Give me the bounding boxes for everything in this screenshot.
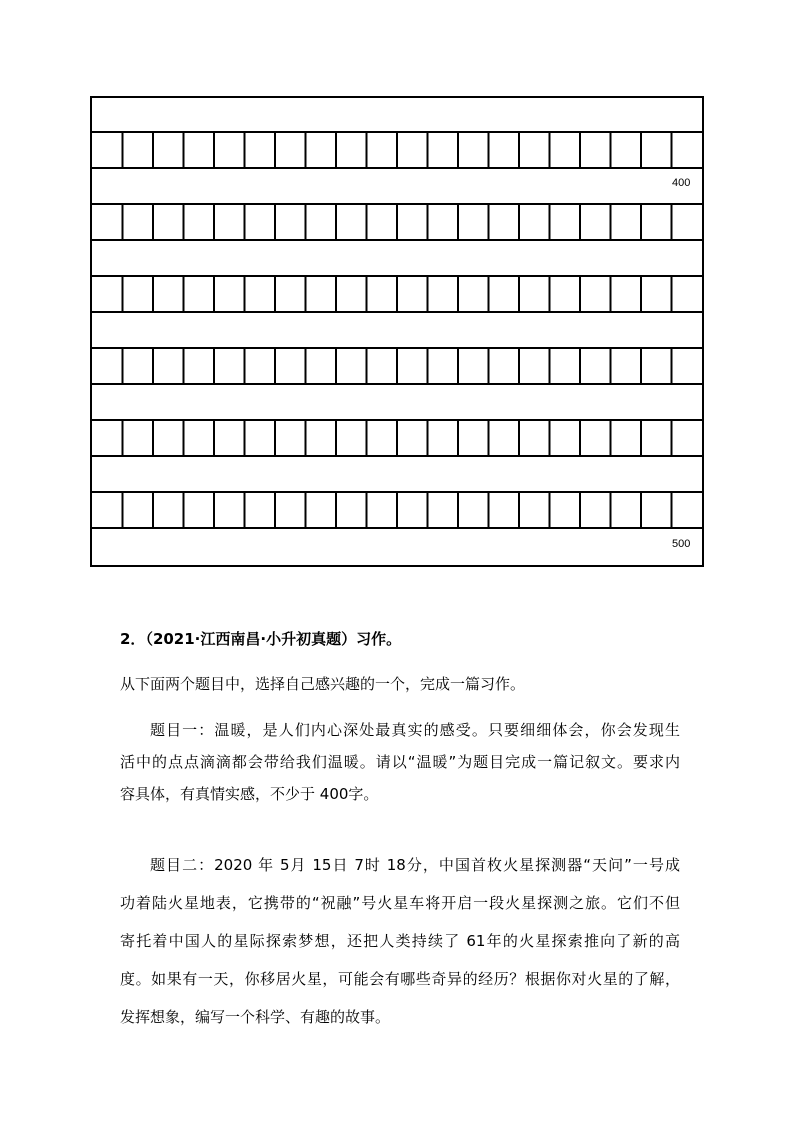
question-number: 2． bbox=[120, 630, 146, 648]
topic-one-line: 题目一：温暖，是人们内心深处最真实的感受。只要细细体会，你会发现生 bbox=[150, 721, 680, 739]
topic-one-line: 活中的点点滴滴都会带给我们温暖。请以“温暖”为题目完成一篇记叙文。要求内 bbox=[120, 753, 680, 771]
topic-two-line: 题目二：2020 年 5月 15日 7时 18分，中国首枚火星探测器“天问”一号成 bbox=[150, 856, 680, 874]
word-count-mark-500: 500 bbox=[672, 538, 691, 550]
question-title bbox=[120, 628, 401, 649]
question-source: （2021·江西南昌·小升初真题） bbox=[145, 630, 357, 648]
question-intro: 从下面两个题目中，选择自己感兴趣的一个，完成一篇习作。 bbox=[120, 675, 526, 693]
word-count-mark-400: 400 bbox=[672, 177, 691, 189]
writing-grid bbox=[90, 96, 704, 567]
writing-grid-lines bbox=[92, 98, 702, 565]
topic-two-line: 度。如果有一天，你移居火星，可能会有哪些奇异的经历？根据你对火星的了解， bbox=[120, 970, 680, 988]
question-title-text: 习作。 bbox=[356, 630, 402, 648]
topic-two-line: 发挥想象，编写一个科学、有趣的故事。 bbox=[120, 1008, 391, 1026]
topic-one bbox=[120, 714, 680, 810]
topic-two-line: 功着陆火星地表，它携带的“祝融”号火星车将开启一段火星探测之旅。它们不但 bbox=[120, 894, 680, 912]
topic-two bbox=[120, 846, 680, 1036]
topic-two-line: 寄托着中国人的星际探索梦想，还把人类持续了 61年的火星探索推向了新的高 bbox=[120, 932, 680, 950]
topic-one-line: 容具体，有真情实感，不少于 400字。 bbox=[120, 785, 379, 803]
